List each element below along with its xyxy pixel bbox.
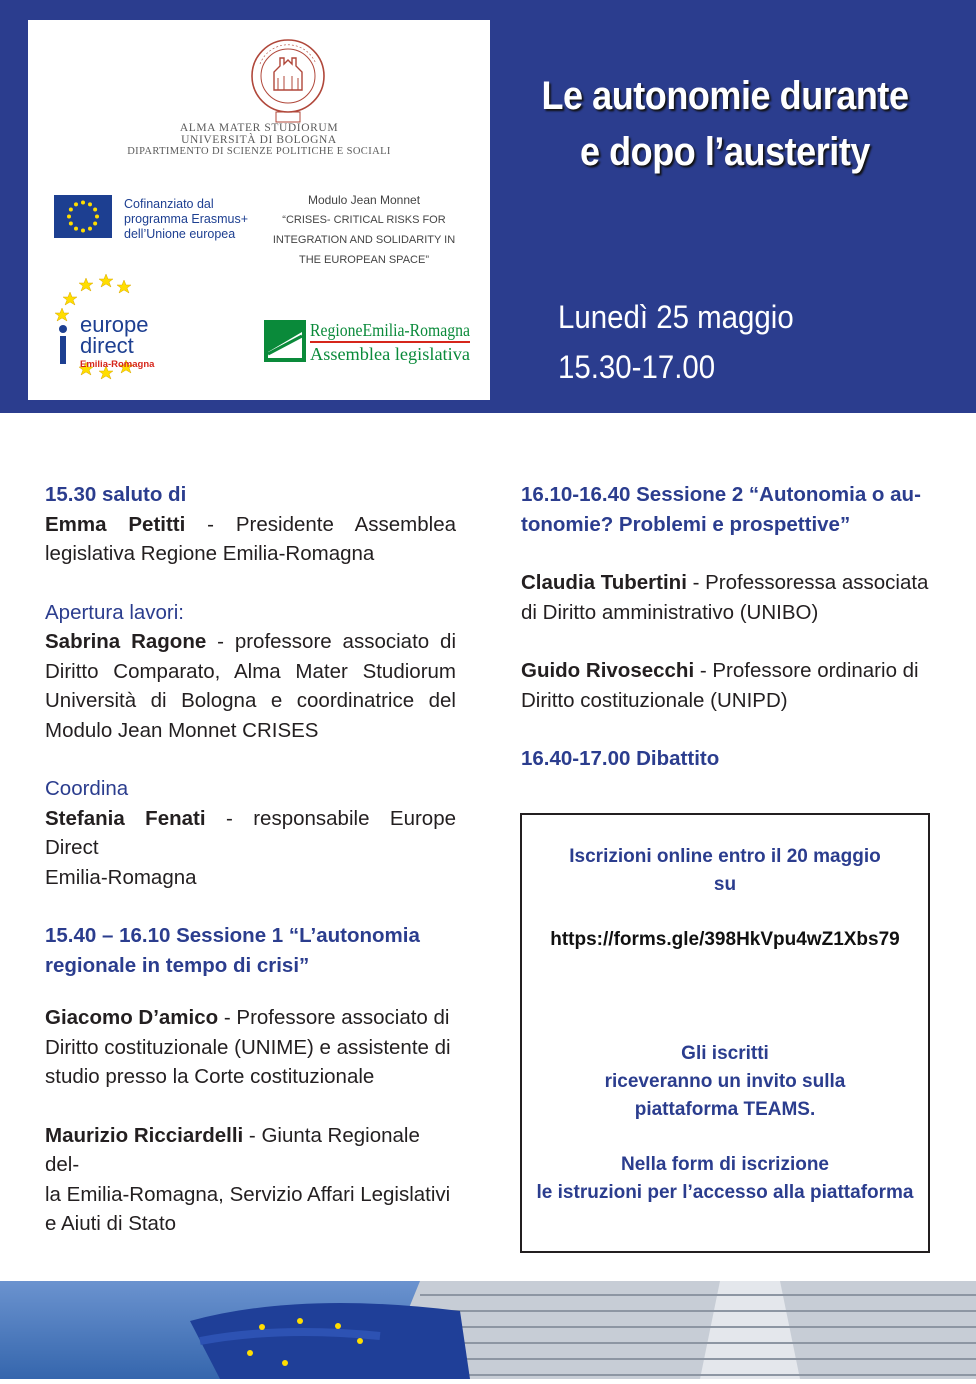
speaker-role: - Giunta Regionale del- <box>45 1123 420 1176</box>
speaker-name: Maurizio Ricciardelli <box>45 1123 244 1147</box>
speaker-fenati <box>45 804 456 863</box>
speaker-damico <box>45 1003 456 1033</box>
rer-word-assemblea: Assemblea legislativa <box>310 344 470 364</box>
erasmus-line-1: Cofinanziato dal <box>124 197 214 211</box>
info-line-3: piattaforma TEAMS. <box>634 1099 816 1120</box>
speaker-role-cont: studio presso la Corte costituzionale <box>45 1065 375 1088</box>
speaker-role-cont: Università di Bologna e coordinatrice del <box>45 689 456 712</box>
speaker-role: - Presidente Assemblea <box>185 512 456 536</box>
registration-deadline: Iscrizioni online entro il 20 maggio <box>569 846 881 867</box>
event-title <box>518 68 932 180</box>
session2-title: 16.10-16.40 Sessione 2 “Autonomia o au- <box>521 483 921 506</box>
speaker-rivosecchi <box>521 656 931 686</box>
eu-star-icon <box>67 215 71 219</box>
erasmus-line-3: dell’Unione europea <box>124 227 236 241</box>
dibattito: 16.40-17.00 Dibattito <box>521 747 720 770</box>
speaker-role: - Professore associato di <box>218 1006 450 1029</box>
title-line-1: Le autonomie durante <box>541 74 909 118</box>
speaker-role-cont: Diritto costituzionale (UNIME) e assistente di <box>45 1035 451 1059</box>
speaker-name: Claudia Tubertini <box>521 571 687 594</box>
eu-star-icon <box>81 201 85 205</box>
speaker-role-cont: legislativa Regione Emilia-Romagna <box>45 542 375 565</box>
unibo-wordmark <box>28 122 490 158</box>
speaker-role: - responsabile Europe Direct <box>45 806 456 859</box>
speaker-role: - Professoressa associata <box>686 571 929 594</box>
jm-line-1: Modulo Jean Monnet <box>307 193 421 207</box>
jm-line-4: THE EUROPEAN SPACE” <box>299 254 429 266</box>
info-line-2: riceveranno un invito sulla <box>604 1071 846 1092</box>
speaker-role-cont: di Diritto amministrativo (UNIBO) <box>521 600 819 624</box>
coordina-label: Coordina <box>45 777 129 800</box>
speaker-role: - Professore ordinario di <box>694 659 919 682</box>
speaker-petitti <box>45 510 456 540</box>
building-flag-image <box>0 1281 976 1379</box>
eu-star-icon <box>95 215 99 219</box>
session1-title-cont: regionale in tempo di crisi” <box>45 953 310 977</box>
time-line: 15.30-17.00 <box>558 349 716 385</box>
erasmus-text <box>124 197 248 242</box>
header-banner <box>0 0 976 413</box>
jm-line-2: “CRISES- CRITICAL RISKS FOR <box>282 214 446 226</box>
eu-star-icon <box>88 202 92 206</box>
speaker-name: Emma Petitti <box>45 512 186 536</box>
eu-star-icon <box>93 208 97 212</box>
apertura-label: Apertura lavori: <box>45 600 185 624</box>
footer-photo <box>0 1281 976 1379</box>
speaker-name: Stefania Fenati <box>45 806 206 830</box>
jean-monnet-text <box>268 190 460 270</box>
info-line-1: Gli iscritti <box>681 1043 769 1064</box>
unibo-line-2: UNIVERSITÀ DI BOLOGNA <box>181 134 337 146</box>
speaker-name: Guido Rivosecchi <box>521 659 695 682</box>
ed-word-region: Emilia-Romagna <box>80 359 155 370</box>
registration-box <box>520 813 930 1253</box>
registration-link[interactable]: https://forms.gle/398HkVpu4wZ1Xbs79 <box>550 929 900 950</box>
speaker-role-cont: Diritto costituzionale (UNIPD) <box>521 688 788 712</box>
logo-panel <box>28 20 490 400</box>
opening-time: 15.30 saluto di <box>45 483 187 506</box>
eu-star-icon <box>74 227 78 231</box>
erasmus-line-2: programma Erasmus+ <box>124 212 248 226</box>
speaker-tubertini <box>521 568 931 598</box>
speaker-role-cont: e Aiuti di Stato <box>45 1212 177 1235</box>
info-line-4: Nella form di iscrizione <box>621 1154 829 1175</box>
speaker-role-cont: Diritto Comparato, Alma Mater Studiorum <box>45 659 456 683</box>
registration-su: su <box>713 874 737 895</box>
event-date <box>558 292 794 392</box>
speaker-name: Sabrina Ragone <box>45 630 207 653</box>
unibo-seal-logo <box>250 38 326 130</box>
program-left-column <box>45 480 456 1239</box>
regione-emilia-romagna-logo <box>262 316 472 366</box>
eu-star-icon <box>81 229 85 233</box>
title-line-2: e dopo l’austerity <box>580 130 870 174</box>
eu-star-icon <box>93 222 97 226</box>
eu-star-icon <box>88 227 92 231</box>
ed-word-direct: direct <box>80 333 134 358</box>
unibo-line-1: ALMA MATER STUDIORUM <box>179 122 339 134</box>
rer-word-regione: RegioneEmilia-Romagna <box>310 320 471 340</box>
unibo-line-3: DIPARTIMENTO DI SCIENZE POLITICHE E SOCIALI <box>127 146 391 157</box>
info-line-5: le istruzioni per l’accesso alla piattaforma <box>536 1182 914 1203</box>
eu-star-icon <box>74 202 78 206</box>
speaker-role: - professore associato di <box>206 630 456 653</box>
speaker-role-cont: Emilia-Romagna <box>45 865 197 889</box>
eu-star-icon <box>69 222 73 226</box>
speaker-name: Giacomo D’amico <box>45 1006 219 1029</box>
speaker-ragone <box>45 627 456 657</box>
speaker-role-cont: la Emilia-Romagna, Servizio Affari Legislativi <box>45 1182 451 1206</box>
speaker-role-cont: Modulo Jean Monnet CRISES <box>45 718 319 742</box>
jm-line-3: INTEGRATION AND SOLIDARITY IN <box>272 234 456 246</box>
eu-star-icon <box>69 208 73 212</box>
session1-title: 15.40 – 16.10 Sessione 1 “L’autonomia <box>45 924 420 947</box>
ed-word-europe: europe <box>80 312 149 337</box>
date-line: Lunedì 25 maggio <box>558 299 794 335</box>
program-right-column <box>521 480 931 774</box>
eu-flag-icon <box>54 195 112 238</box>
speaker-ricciardelli <box>45 1121 456 1180</box>
session2-title-cont: tonomie? Problemi e prospettive” <box>521 512 851 536</box>
europe-direct-logo <box>50 272 170 378</box>
